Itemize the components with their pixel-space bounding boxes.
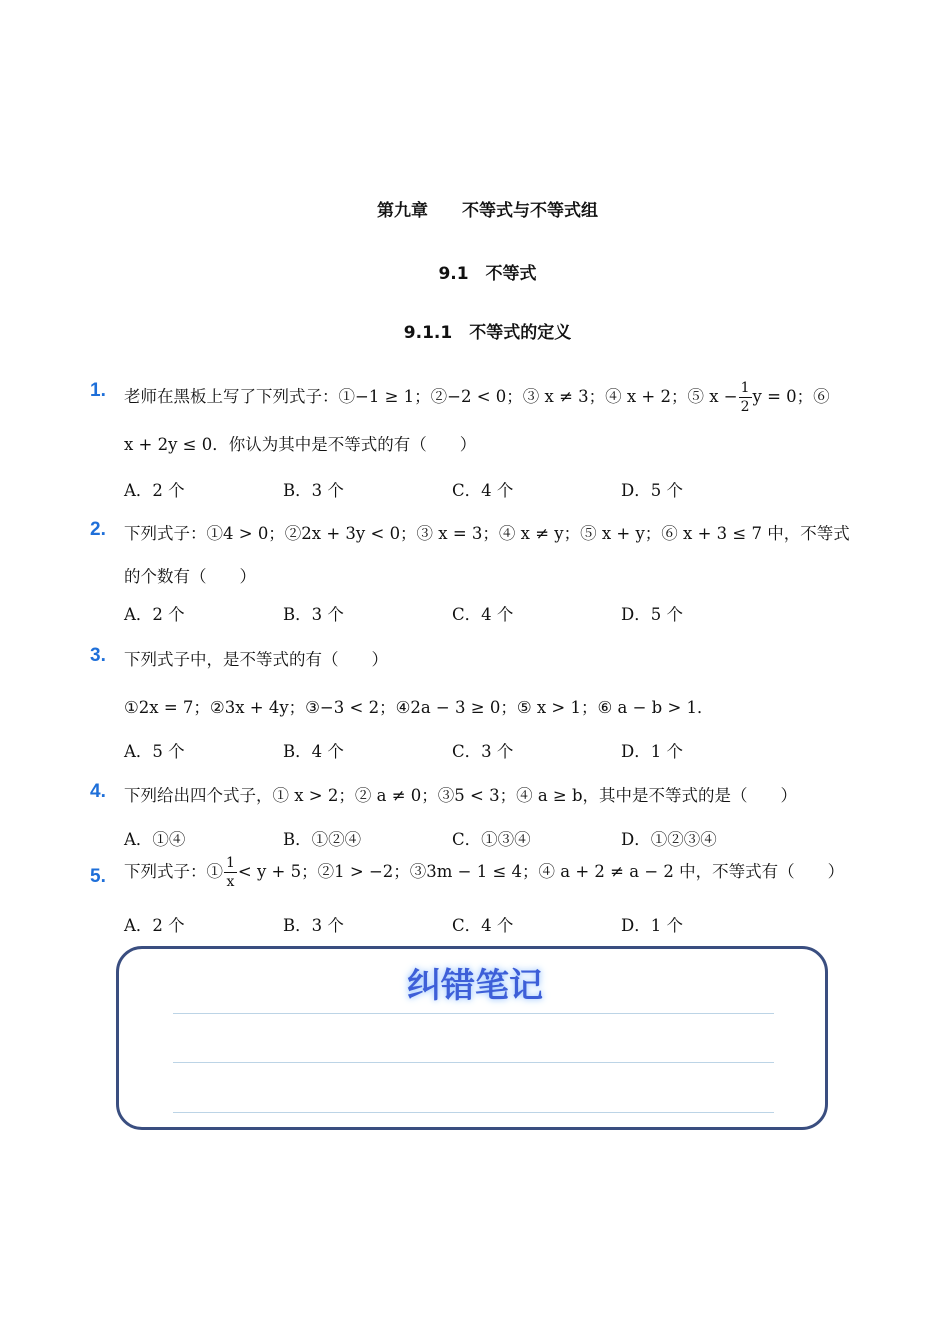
option-a[interactable]: A．2 个: [124, 916, 185, 935]
fraction-denominator: 2: [740, 399, 750, 415]
question-number: 1.: [90, 380, 106, 401]
subsection-title: 9.1.1 不等式的定义: [403, 323, 572, 343]
note-line[interactable]: [173, 1112, 774, 1113]
option-b[interactable]: B．3 个: [283, 916, 344, 935]
option-b[interactable]: B．3 个: [283, 605, 344, 624]
question-number: 2.: [90, 519, 106, 540]
error-notes-title: 纠错笔记: [407, 966, 543, 1006]
option-a[interactable]: A．2 个: [124, 605, 185, 624]
fraction: [224, 856, 237, 889]
question-text-part: 老师在黑板上写了下列式子：①−1 ≥ 1；②−2 < 0；③ x ≠ 3；④ x + 2；⑤ x −: [124, 387, 738, 406]
option-c[interactable]: C．4 个: [452, 481, 514, 500]
option-d[interactable]: D．1 个: [621, 916, 683, 935]
question-number: 5.: [90, 866, 106, 887]
note-line[interactable]: [173, 1013, 774, 1014]
option-c[interactable]: C．4 个: [452, 916, 514, 935]
question-text: 下列给出四个式子，① x > 2；② a ≠ 0；③5 < 3；④ a ≥ b，其中是不等式的是（ ）: [124, 786, 798, 805]
fraction-numerator: 1: [226, 855, 235, 871]
question-text-line2: 的个数有（ ）: [124, 567, 256, 586]
option-a[interactable]: A．2 个: [124, 481, 185, 500]
question-text: 下列式子：①4 > 0；②2x + 3y < 0；③ x = 3；④ x ≠ y；⑤ x + y；⑥ x + 3 ≤ 7 中，不等式: [124, 524, 850, 543]
question-text-line2: ①2x = 7；②3x + 4y；③−3 < 2；④2a − 3 ≥ 0；⑤ x > 1；⑥ a − b > 1．: [124, 698, 714, 717]
question-text-part: 下列式子：①: [124, 862, 223, 881]
fraction-denominator: x: [226, 874, 235, 890]
option-d[interactable]: D．1 个: [621, 742, 683, 761]
option-b[interactable]: B．4 个: [283, 742, 344, 761]
option-b[interactable]: B．①②④: [283, 830, 362, 849]
question-text: 下列式子中，是不等式的有（ ）: [124, 650, 388, 669]
section-title: 9.1 不等式: [438, 264, 537, 284]
option-d[interactable]: D．①②③④: [621, 830, 717, 849]
question-text: [124, 856, 844, 889]
question-text: [124, 381, 830, 414]
note-line[interactable]: [173, 1062, 774, 1063]
option-c[interactable]: C．①③④: [452, 830, 531, 849]
question-number: 4.: [90, 781, 106, 802]
chapter-title: 第九章 不等式与不等式组: [377, 201, 598, 221]
option-b[interactable]: B．3 个: [283, 481, 344, 500]
fraction: [739, 381, 752, 414]
question-number: 3.: [90, 645, 106, 666]
option-a[interactable]: A．5 个: [124, 742, 185, 761]
option-a[interactable]: A．①④: [124, 830, 186, 849]
question-text-line2: x + 2y ≤ 0．你认为其中是不等式的有（ ）: [124, 435, 477, 454]
option-d[interactable]: D．5 个: [621, 481, 683, 500]
option-c[interactable]: C．3 个: [452, 742, 514, 761]
option-c[interactable]: C．4 个: [452, 605, 514, 624]
question-text-part: < y + 5；②1 > −2；③3m − 1 ≤ 4；④ a + 2 ≠ a − 2 中，不等式有（ ）: [237, 862, 845, 881]
question-text-part: y = 0；⑥: [752, 387, 830, 406]
option-d[interactable]: D．5 个: [621, 605, 683, 624]
fraction-numerator: 1: [740, 380, 750, 396]
